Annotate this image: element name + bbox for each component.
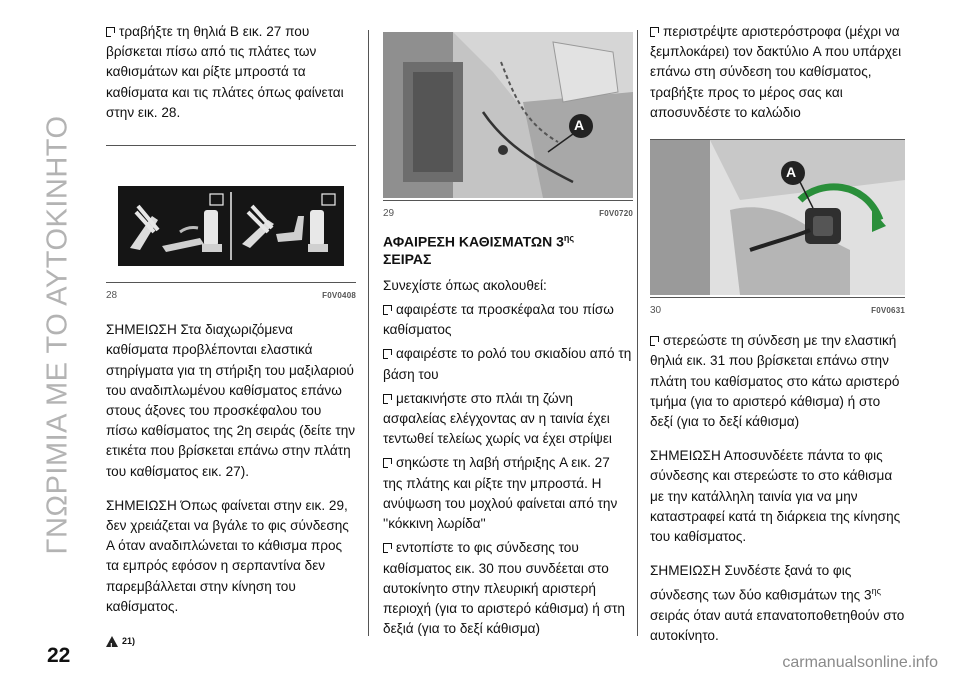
column-2 <box>383 32 633 643</box>
figure-code: F0V0631 <box>871 306 905 316</box>
watermark-text: carmanualsonline.info <box>782 654 938 671</box>
warning-triangle-icon <box>106 636 118 647</box>
figure-29-caption <box>383 200 633 224</box>
figure-28 <box>106 145 356 306</box>
section-side-title: ΓΝΩΡΙΜΙΑ ΜΕ ΤΟ ΑΥΤΟΚΙΝΗΤΟ <box>41 115 74 555</box>
figure-30 <box>650 139 905 321</box>
column-3 <box>650 22 905 657</box>
bullet-marker <box>383 458 392 468</box>
figure-30-caption <box>650 297 905 321</box>
figure-30-callout-label: A <box>786 164 797 181</box>
figure-number: 30 <box>650 305 662 317</box>
figure-number: 29 <box>383 208 395 219</box>
col1-note-2: ΣΗΜΕΙΩΣΗ Όπως φαίνεται στην εικ. 29, δεν χρειάζεται να βγάλε το φις σύνδεσης A όταν αναδιπλώνεται το κάθισμα προς τα εμπρός εφόσον η σερπαντίνα δεν παρεμβάλλεται στην κίνηση του καθίσματος. <box>106 497 349 614</box>
connector-photo <box>650 140 905 295</box>
figure-29-callout-label: A <box>574 117 585 133</box>
seat-folding-illustration <box>118 186 344 266</box>
col3-note-2: ΣΗΜΕΙΩΣΗ Συνδέστε ξανά το φις σύνδεσης των δύο καθισμάτων της $3^{\eta\varsigma}$ σειράς όταν αυτά επανατοποθετηθούν στο αυτοκίνητο. <box>650 563 905 644</box>
step-item: αφαιρέστε το ρολό του σκιαδίου από τη βάση του <box>383 346 632 382</box>
bullet-marker <box>106 27 115 37</box>
bullet-marker <box>650 27 659 37</box>
col1-note-1: ΣΗΜΕΙΩΣΗ Στα διαχωριζόμενα καθίσματα προβλέπονται ελαστικά στηρίγματα για τη στήριξη του μαξιλαριού του αναδιπλωμένου καθίσματος επάνω στους άξονες του προσκέφαλου του πίσω καθίσματος της 2η σειράς (δείτε την ετικέτα που βρίσκεται επάνω στην πλάτη του καθίσματος εικ. 27). <box>106 322 356 479</box>
bullet-marker <box>383 305 392 315</box>
figure-code: F0V0720 <box>599 209 633 218</box>
figure-top-rule <box>106 145 356 146</box>
bullet-marker <box>650 336 659 346</box>
figure-28-caption <box>106 282 356 306</box>
col3-step-2: στερεώστε τη σύνδεση με την ελαστική θηλιά εικ. 31 που βρίσκεται επάνω στην πλάτη του καθίσματος στο κάτω αριστερό τμήμα (για το αριστερό κάθισμα) ή στο δεξί (για το δεξί κάθισμα) <box>650 333 900 430</box>
step-item: αφαιρέστε τα προσκέφαλα του πίσω καθίσματος <box>383 302 614 338</box>
warning-reference <box>106 631 356 651</box>
warning-ref-number: 21) <box>122 636 136 647</box>
figure-28-image <box>118 186 344 266</box>
bullet-marker <box>383 543 392 553</box>
seat-removal-photo <box>383 32 633 198</box>
col3-step-1: περιστρέψτε αριστερόστροφα (μέχρι να ξεμπλοκάρει) τον δακτύλιο A που υπάρχει επάνω στη σύνδεση του καθίσματος, τραβήξτε προς το μέρος σας και αποσυνδέστε το καλώδιο <box>650 24 902 120</box>
step-item: μετακινήστε στο πλάι τη ζώνη ασφαλείας ελέγχοντας αν η ταινία έχει τεντωθεί τελείως χωρίς να έχει στρίψει <box>383 390 612 447</box>
col2-intro: Συνεχίστε όπως ακολουθεί: <box>383 277 547 293</box>
step-item: εντοπίστε το φις σύνδεσης του καθίσματος εικ. 30 που συνδέεται στο αυτοκίνητο στην πλευρική αριστερή περιοχή (για το αριστερό κάθισμα) ή στη δεξιά (για το δεξί κάθισμα) <box>383 540 625 637</box>
step-item: σηκώστε τη λαβή στήριξης A εικ. 27 της πλάτης και ρίξτε την μπροστά. Η ανύψωση του μοχλού φαίνεται από την ''κόκκινη λωρίδα'' <box>383 455 618 532</box>
figure-code: F0V0408 <box>322 291 356 301</box>
column-divider-right <box>637 30 638 636</box>
figure-30-image <box>650 140 905 295</box>
col3-note-1: ΣΗΜΕΙΩΣΗ Αποσυνδέετε πάντα το φις σύνδεσης και στερεώστε το στο κάθισμα με την κατάλληλη ταινία για να μην καταστραφεί κατά τη διάρκεια της κίνησης του καθίσματος. <box>650 448 901 545</box>
bullet-marker <box>383 394 392 404</box>
figure-29 <box>383 32 633 224</box>
bullet-marker <box>383 349 392 359</box>
col1-intro-paragraph: τραβήξτε τη θηλιά B εικ. 27 που βρίσκεται πίσω από τις πλάτες των καθισμάτων και ρίξτε μπροστά τα καθίσματα και τις πλάτες όπως φαίνεται στην εικ. 28. <box>106 24 344 120</box>
figure-number: 28 <box>106 290 118 302</box>
page-number: 22 <box>47 644 71 667</box>
section-heading: ΑΦΑΙΡΕΣΗ ΚΑΘΙΣΜΑΤΩΝ $3^{\eta\varsigma}$ ΣΕΙΡΑΣ <box>383 233 575 267</box>
column-1 <box>106 22 356 651</box>
column-divider-left <box>368 30 369 636</box>
figure-29-image <box>383 32 633 198</box>
